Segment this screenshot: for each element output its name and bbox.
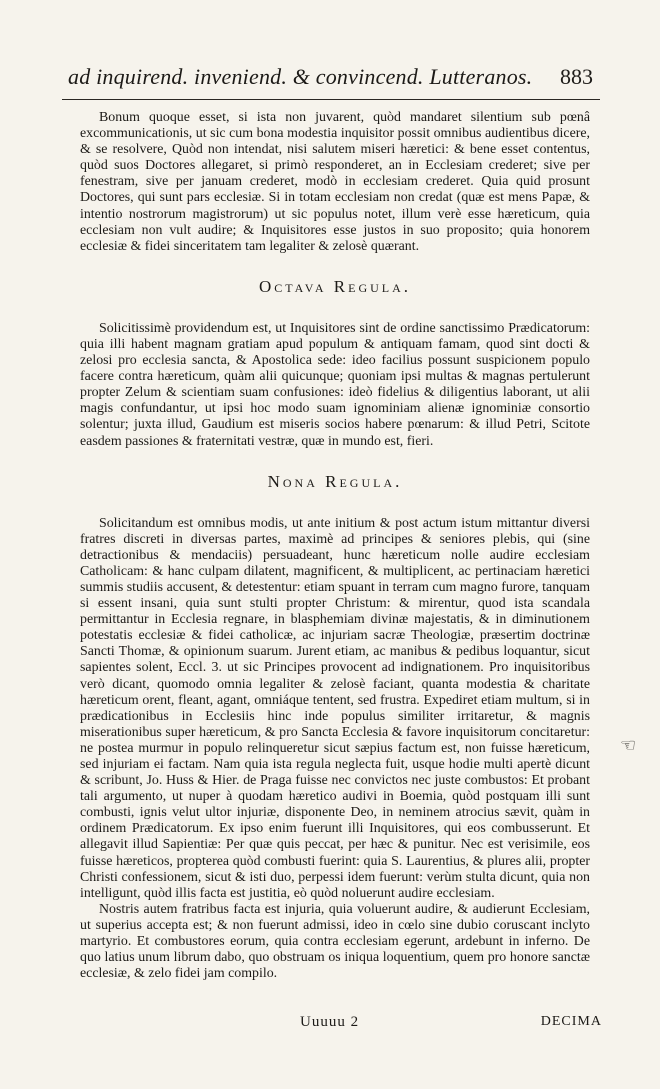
paragraph: Nostris autem fratribus facta est injuria, quia voluerunt audire, & audierunt Ecclesiam, ut superius accepta est; & non fuerunt admissi, ideo in cœlo sine dubio coruscant inclyto martyrio. Et combustores eorum, quia contra ecclesiam egerunt, ardebunt in inferno. De quo latius unum librum dabo, quo obstruam os iniqua loquentium, quem pro honore sanctæ ecclesiæ, & zelo fidei jam compilo. — [80, 901, 590, 982]
header-rule — [62, 99, 600, 100]
signature-mark: Uuuuu 2 — [300, 1014, 360, 1030]
page-body — [80, 110, 590, 982]
paragraph: Solicitissimè providendum est, ut Inquisitores sint de ordine sanctissimo Prædicatorum: quia illi habent magnam gratiam apud populum & antiquam famam, quod sint docti & zelosi pro ecclesia sancta, & Apostolica sede: ideo facilius possunt suspicionem populo facere contra hæreticum, quàm alii quicunque; quoniam ipsi multas & magnas pertulerunt propter Zelum & scientiam suam confusiones: ideò fidelius & diligentius laborant, ut alii magis confundantur, ut ipsi hoc modo suam ignominiam alienæ ignominiæ consortio solentur; juxta illud, Gaudium est miseris socios habere pœnarum: & illud Petri, Scitote easdem passiones & fraternitati vestræ, quæ in mundo est, fieri. — [80, 320, 590, 449]
pointing-hand-icon: ☜ — [620, 735, 637, 756]
section-heading-octava: Octava Regula. — [258, 276, 412, 296]
running-header — [68, 64, 593, 98]
section-heading-nona: Nona Regula. — [267, 471, 403, 491]
page-number: 883 — [560, 64, 593, 89]
running-title: ad inquirend. inveniend. & convincend. Lutteranos. — [68, 64, 533, 89]
paragraph: Bonum quoque esset, si ista non juvarent, quòd mandaret silentium sub pœnâ excommunicationis, ut sic cum bona modestia inquisitor possit omnibus audientibus dicere, & se resolvere, Quòd non intendat, nisi salutem miseri hæretici: & bene esset contentus, quòd suos Doctores allegaret, si primò responderet, an in Ecclesiam crederet; sive per fenestram, sive per januam crederet, modò in ecclesiam crederet. Quia quid prosunt Doctores, qui sunt pars ecclesiæ. Si in totam ecclesiam non credat (quæ est mens Papæ, & intentio nostrorum magistrorum) ut sic populus notet, illum verè esse hæreticum, quia ecclesiam non vult audire; & Inquisitores esse justos in suo proposito; quia honorem ecclesiæ & fidei sinceritatem tam legaliter & zelosè quærant. — [80, 110, 590, 254]
paragraph: Solicitandum est omnibus modis, ut ante initium & post actum istum mittantur diversi fratres discreti in diversas partes, maximè ad principes & seniores plebis, qui (sine detractionibus & mendaciis) persuadeant, hunc hæreticum nolle audire ecclesiam Catholicam: & hanc culpam dilatent, magnificent, & multiplicent, ac pertinaciam hæretici summis studiis accusent, & detestentur: etiam spuant in terram cum magno furore, tanquam si essent insani, quia sunt stulti propter Christum: & mirentur, quod ista scandala permittantur in Ecclesia regnare, in blasphemiam divinæ majestatis, & in diminutionem potestatis ecclesiæ & fidei catholicæ, ac injuriam sacræ Theologiæ, præsertim doctrinæ Sancti Thomæ, & opinionum suarum. Jurent etiam, ac manibus & pedibus loquantur, sicut sapientes solent, Eccl. 3. ut sic Principes provocent ad indignationem. Pro inquisitoribus verò dicant, quomodo omnia legaliter & zelosè faciant, quanta modestia & charitate hæreticum orent, fleant, agant, omniáque tentent, sed frustra. Expediret etiam multum, si in prædicationibus in Ecclesiis hinc inde populus similiter irritaretur, & magnis miserationibus super hæreticum, & pro Sancta Ecclesia & favore inquisitorum concitaretur: ne postea murmur in populo relinqueretur sicut sæpius factum est, non fuisse hæreticum, sed injuriam ei factam. Nam quia ista regula neglecta fuit, usque hodie multi apertè dicunt & scribunt, Jo. Huss & Hier. de Praga fuisse nec convictos nec juste combustos: Et probant tali argumento, ut nuper à quodam hæretico audivi in Boemia, quòd postquam illi sunt combusti, ignis velut ultor injuriæ, disponente Deo, in neminem atrocius sævit, quàm in ordinem Prædicatorum. Ex ipso enim fuerunt illi Inquisitores, qui eos combusserunt. Et allegavit illud Sapientiæ: Per quæ quis peccat, per hæc & punitur. Nec est verisimile, eos fuisse hæreticos, propterea quòd combusti fuerint: quia S. Laurentius, & plures alii, propter Christi confessionem, sicut & isti duo, perpessi idem fuerunt: verùm stulta dicunt, quia non intelligunt, quòd illis facta est justitia, eò quòd noluerunt audire ecclesiam. — [80, 515, 590, 901]
catchword: DECIMA — [540, 1014, 602, 1029]
